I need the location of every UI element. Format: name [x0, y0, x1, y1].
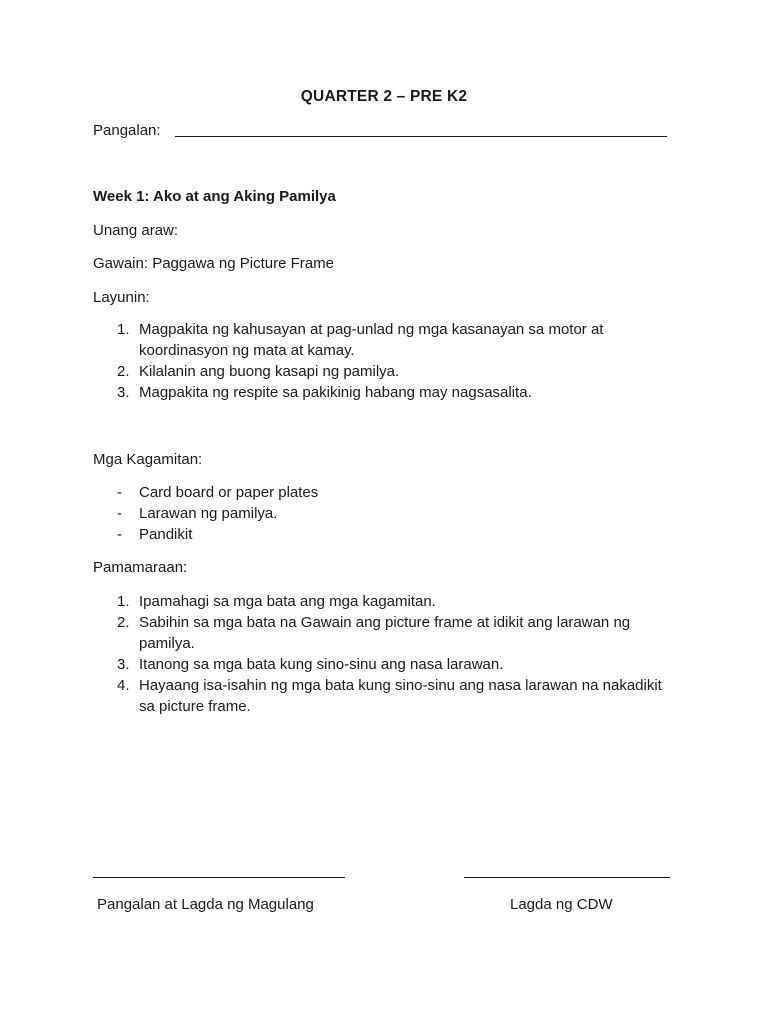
list-item-bullet: -	[117, 526, 122, 543]
list-item-text: Larawan ng pamilya.	[139, 505, 278, 522]
list-item-text: Magpakita ng kahusayan at pag-unlad ng mga kasanayan sa motor at koordinasyon ng mata at kamay.	[139, 321, 604, 359]
list-item-number: 1.	[117, 593, 130, 610]
list-item-text: Card board or paper plates	[139, 484, 319, 501]
list-item	[93, 361, 679, 382]
activity-label: Gawain: Paggawa ng Picture Frame	[93, 255, 334, 272]
page-title: QUARTER 2 – PRE K2	[300, 88, 468, 105]
cdw-signature-label: Lagda ng CDW	[510, 896, 613, 913]
list-item-number: 2.	[117, 363, 130, 380]
objectives-heading: Layunin:	[93, 289, 150, 306]
list-item	[93, 382, 679, 403]
materials-list	[93, 482, 679, 545]
list-item-number: 2.	[117, 614, 130, 631]
list-item	[93, 319, 679, 361]
list-item	[93, 654, 679, 675]
list-item	[93, 503, 679, 524]
materials-heading: Mga Kagamitan:	[93, 451, 203, 468]
procedure-heading: Pamamaraan:	[93, 559, 188, 576]
list-item-text: Itanong sa mga bata kung sino-sinu ang nasa larawan.	[139, 656, 504, 673]
list-item	[93, 482, 679, 503]
list-item-text: Magpakita ng respite sa pakikinig habang may nagsasalita.	[139, 384, 532, 401]
list-item-text: Kilalanin ang buong kasapi ng pamilya.	[139, 363, 400, 380]
week-heading: Week 1: Ako at ang Aking Pamilya	[93, 188, 336, 205]
list-item-number: 3.	[117, 384, 130, 401]
list-item-text: Sabihin sa mga bata na Gawain ang picture frame at idikit ang larawan ng pamilya.	[139, 614, 631, 652]
objectives-list	[93, 319, 679, 403]
day-label: Unang araw:	[93, 222, 179, 239]
list-item	[93, 524, 679, 545]
list-item-text: Hayaang isa-isahin ng mga bata kung sino-sinu ang nasa larawan na nakadikit sa picture frame.	[139, 677, 662, 715]
list-item-number: 1.	[117, 321, 130, 338]
list-item-text: Ipamahagi sa mga bata ang mga kagamitan.	[139, 593, 436, 610]
list-item-text: Pandikit	[139, 526, 193, 543]
name-field-line[interactable]	[175, 136, 667, 137]
list-item-bullet: -	[117, 505, 122, 522]
parent-signature-line[interactable]	[93, 877, 345, 878]
list-item-number: 3.	[117, 656, 130, 673]
list-item	[93, 612, 679, 654]
list-item-number: 4.	[117, 677, 130, 694]
list-item	[93, 675, 679, 717]
cdw-signature-line[interactable]	[464, 877, 670, 878]
name-field-label: Pangalan:	[93, 122, 161, 139]
procedure-list	[93, 591, 679, 717]
parent-signature-label: Pangalan at Lagda ng Magulang	[97, 896, 314, 913]
list-item-bullet: -	[117, 484, 122, 501]
list-item	[93, 591, 679, 612]
